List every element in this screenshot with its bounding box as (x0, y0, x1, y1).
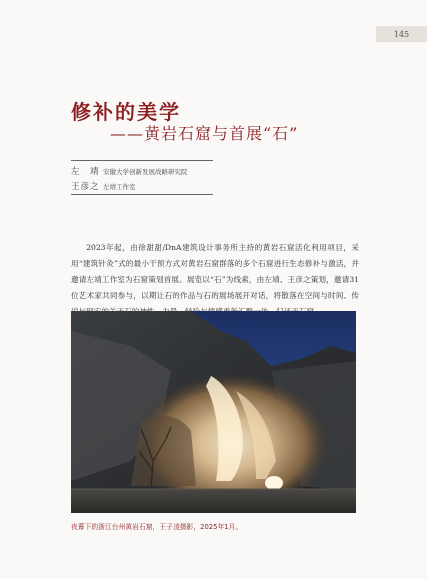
author-top-rule (71, 160, 213, 161)
author-name: 左 靖 (71, 167, 100, 177)
article-subtitle: ——黄岩石窟与首展“石” (110, 124, 299, 143)
author-row-2 (71, 180, 136, 192)
photo-caption: 夜幕下的浙江台州黄岩石窟，王子凌摄影，2025年1月。 (71, 523, 243, 531)
page-number: 145 (393, 29, 410, 39)
author-affiliation: 左靖工作室 (103, 182, 136, 191)
author-bottom-rule (71, 194, 213, 195)
abstract-paragraph: 2023年起，由徐甜甜/DnA建筑设计事务所主持的黄岩石窟活化利用项目，采用“建筑针灸”式的最小干预方式对黄岩石窟群落的多个石窟进行生态修补与激活，并邀请左靖工作室为石窟策划首展。展览以“石”为线索，由左靖、王彦之策划，邀请31位艺术家共同参与，以期让石的作品与石的展场展开对话，将散落在空间与时间、传 (71, 243, 359, 300)
author-name: 王彦之 (71, 182, 100, 192)
author-affiliation: 安徽大学创新发展战略研究院 (103, 167, 188, 176)
page-number-tab (376, 26, 427, 42)
grotto-night-photo (71, 311, 356, 513)
author-row-1 (71, 165, 188, 177)
article-title: 修补的美学 (71, 100, 181, 124)
